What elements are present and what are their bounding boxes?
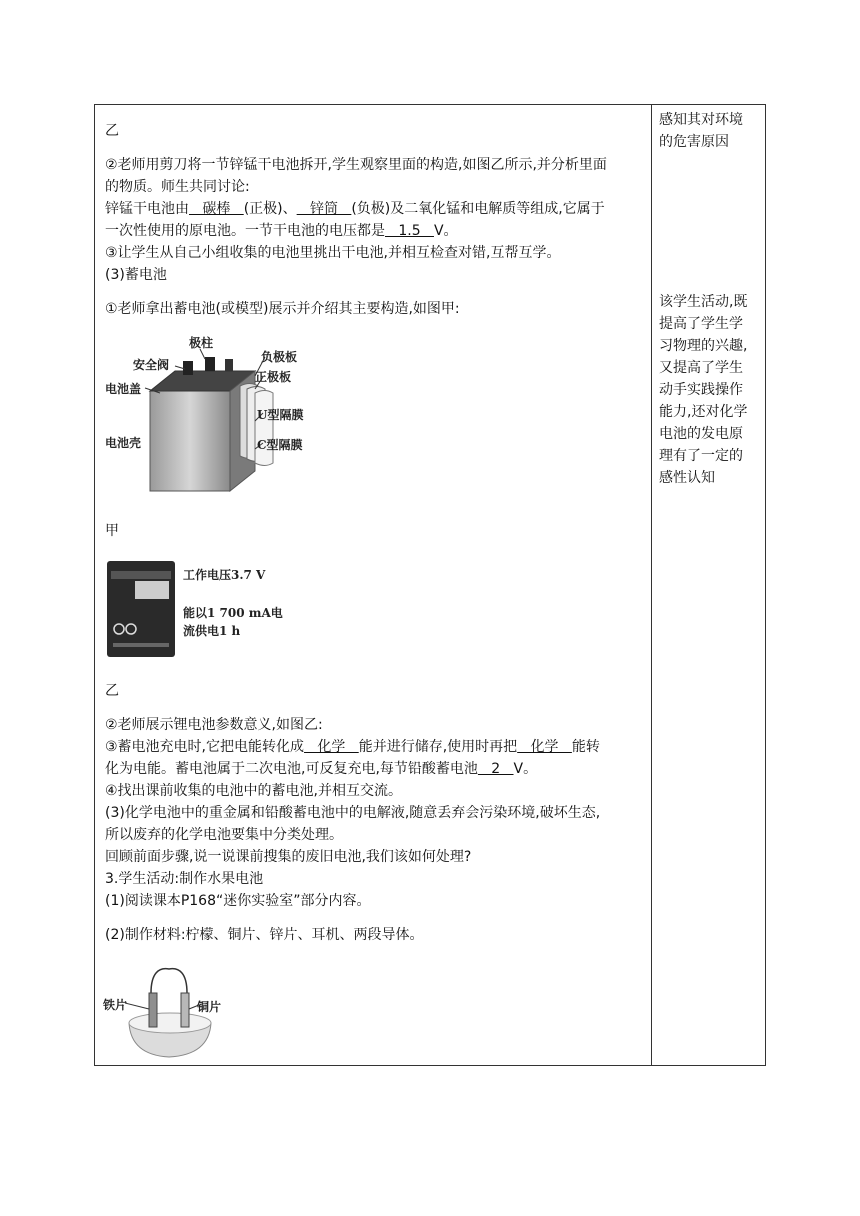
section-heading: (3)蓄电池 xyxy=(105,267,167,283)
text-line: (1)阅读课本P168“迷你实验室”部分内容。 xyxy=(105,893,371,909)
text-line: ①老师拿出蓄电池(或模型)展示并介绍其主要构造,如图甲: xyxy=(105,301,460,317)
note-line: 动手实践操作 xyxy=(659,382,743,398)
figure-label: 能以1 700 mA电 xyxy=(183,606,283,620)
fruit-battery-figure xyxy=(99,963,229,1059)
figure-label: 铁片 xyxy=(103,998,128,1012)
note-line: 的危害原因 xyxy=(659,134,729,150)
figure-caption: 乙 xyxy=(105,683,119,699)
text-line xyxy=(105,199,605,219)
text-segment: V。 xyxy=(433,223,458,239)
note-line: 电池的发电原 xyxy=(659,426,743,442)
text-line: 乙 xyxy=(105,123,119,139)
fill-blank-answer: 化学 xyxy=(304,739,359,755)
fill-blank-answer: 锌筒 xyxy=(296,201,352,217)
figure-caption: 甲 xyxy=(105,523,119,539)
text-line: 所以废弃的化学电池要集中分类处理。 xyxy=(105,827,343,843)
figure-label: U型隔膜 xyxy=(257,408,304,422)
figure-label: 极柱 xyxy=(189,336,214,350)
figure-label: 电池壳 xyxy=(105,436,142,450)
note-line: 该学生活动,既 xyxy=(659,294,748,310)
fill-blank-answer: 化学 xyxy=(517,739,572,755)
lithium-battery-figure xyxy=(105,559,285,659)
note-line: 感知其对环境 xyxy=(659,112,743,128)
text-line: 回顾前面步骤,说一说课前搜集的废旧电池,我们该如何处理? xyxy=(105,849,472,865)
fill-blank-answer: 1.5 xyxy=(385,223,434,239)
figure-label: 安全阀 xyxy=(133,358,170,372)
section-heading: 3.学生活动:制作水果电池 xyxy=(105,871,264,887)
text-segment: ③蓄电池充电时,它把电能转化成 xyxy=(105,739,305,755)
text-segment: V。 xyxy=(513,761,538,777)
figure-label: 正极板 xyxy=(255,370,292,384)
note-line: 能力,还对化学 xyxy=(659,404,748,420)
note-line: 提高了学生学 xyxy=(659,316,743,332)
fill-blank-answer: 2 xyxy=(477,761,514,777)
text-segment: (负极)及二氧化锰和电解质等组成,它属于 xyxy=(351,201,605,217)
text-line: 的物质。师生共同讨论: xyxy=(105,179,250,195)
note-line: 理有了一定的 xyxy=(659,448,743,464)
text-line xyxy=(105,759,537,779)
note-line: 感性认知 xyxy=(659,470,715,486)
figure-label: 流供电1 h xyxy=(183,624,241,638)
column-divider xyxy=(651,105,652,1065)
fill-blank-answer: 碳棒 xyxy=(189,201,244,217)
text-line: ③让学生从自己小组收集的电池里挑出干电池,并相互检查对错,互帮互学。 xyxy=(105,245,561,261)
note-line: 习物理的兴趣, xyxy=(659,338,748,354)
text-line: (2)制作材料:柠檬、铜片、锌片、耳机、两段导体。 xyxy=(105,927,424,943)
text-segment: 化为电能。蓄电池属于二次电池,可反复充电,每节铅酸蓄电池 xyxy=(105,761,478,777)
lead-acid-battery-figure xyxy=(105,331,315,497)
text-line xyxy=(105,737,600,757)
lithium-battery-illustration xyxy=(105,559,177,659)
figure-label: 铜片 xyxy=(197,1000,222,1014)
text-line: ②老师用剪刀将一节锌锰干电池拆开,学生观察里面的构造,如图乙所示,并分析里面 xyxy=(105,157,607,173)
figure-label: 负极板 xyxy=(261,350,298,364)
text-segment: 能转 xyxy=(571,739,600,755)
text-line xyxy=(105,221,458,241)
lesson-table xyxy=(94,104,766,1066)
text-line: ②老师展示锂电池参数意义,如图乙: xyxy=(105,717,323,733)
text-segment: 锌锰干电池由 xyxy=(105,201,189,217)
note-line: 又提高了学生 xyxy=(659,360,743,376)
figure-label: 电池盖 xyxy=(105,382,142,396)
figure-label: C型隔膜 xyxy=(257,438,303,452)
text-segment: 能并进行储存,使用时再把 xyxy=(358,739,518,755)
text-line: ④找出课前收集的电池中的蓄电池,并相互交流。 xyxy=(105,783,402,799)
text-segment: 一次性使用的原电池。一节干电池的电压都是 xyxy=(105,223,385,239)
text-segment: (正极)、 xyxy=(243,201,297,217)
text-line: (3)化学电池中的重金属和铅酸蓄电池中的电解液,随意丢弃会污染环境,破坏生态, xyxy=(105,805,601,821)
figure-label: 工作电压3.7 V xyxy=(183,568,266,582)
